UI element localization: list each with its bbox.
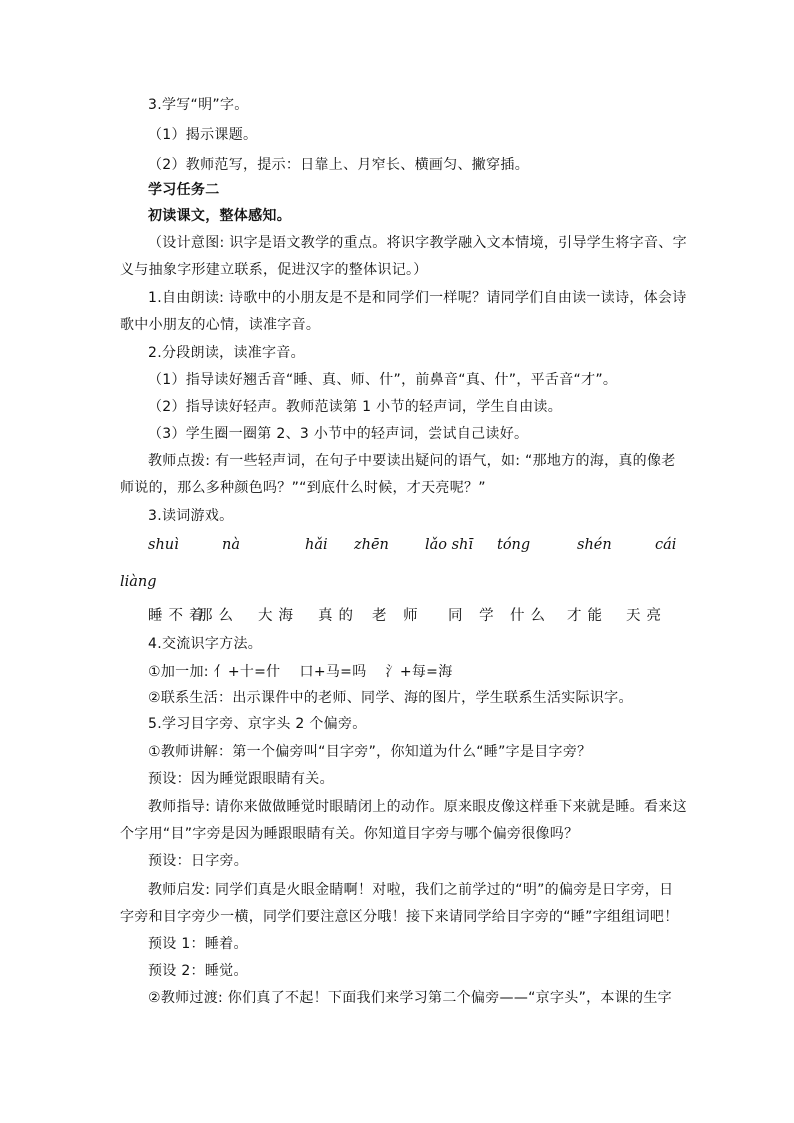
text-line: ②教师过渡: 你们真了不起！下面我们来学习第二个偏旁——“京字头”，本课的生字 [148,990,672,1006]
pinyin-item: hǎi [305,537,328,553]
text-line: ①加一加: 亻+十=什 口+马=吗 氵+每=海 [148,664,453,680]
text-line: 歌中小朋友的心情，读准字音。 [120,317,321,333]
vocab-word: 才能 [567,608,608,624]
text-line: （1）指导读好翘舌音“睡、真、师、什”，前鼻音“真、什”，平舌音“才”。 [148,372,618,388]
text-line: 预设 2：睡觉。 [148,963,248,979]
vocab-word: 老 师 [372,608,424,624]
text-line: 1.自由朗读: 诗歌中的小朋友是不是和同学们一样呢？请同学们自由读一读诗，体会诗 [148,290,687,306]
text-line: 3.学写“明”字。 [148,97,249,113]
vocab-word: 睡不着 [148,608,210,624]
pinyin-item: shén [577,537,612,553]
text-line: 教师点拨: 有一些轻声词，在句子中要读出疑问的语气，如: “那地方的海，真的像老 [148,453,676,469]
text-line: 预设：因为睡觉跟眼睛有关。 [148,771,334,787]
pinyin-item: shuì [148,537,179,553]
text-line: （2）指导读好轻声。教师范读第 1 小节的轻声词，学生自由读。 [148,399,563,415]
text-line: 师说的，那么多种颜色吗？”“到底什么时候，才天亮呢？” [120,480,486,496]
text-line: 2.分段朗读，读准字音。 [148,345,305,361]
text-line: （3）学生圈一圈第 2、3 小节中的轻声词，尝试自己读好。 [148,426,529,442]
pinyin-item: lǎo shī [425,537,474,553]
text-line: 初读课文，整体感知。 [148,208,291,224]
pinyin-item: cái [655,537,677,553]
pinyin-item: nà [222,537,240,553]
text-line: 5.学习目字旁、京字头 2 个偏旁。 [148,716,367,732]
text-line: 3.读词游戏。 [148,508,234,524]
text-line: 学习任务二 [148,182,220,198]
text-line: 义与抽象字形建立联系，促进汉字的整体识记。） [120,262,428,278]
text-line: 4.交流识字方法。 [148,636,263,652]
text-line: （设计意图: 识字是语文教学的重点。将识字教学融入文本情境，引导学生将字音、字 [148,235,687,251]
text-line: 字旁和目字旁少一横，同学们要注意区分哦！接下来请同学给目字旁的“睡”字组组词吧！ [120,909,679,925]
vocab-word: 真的 [318,608,359,624]
text-line: 个字用“目”字旁是因为睡跟眼睛有关。你知道目字旁与哪个偏旁很像吗？ [120,826,579,842]
vocab-word: 什么 [510,608,551,624]
text-line: （2）教师范写，提示：日靠上、月窄长、横画匀、撇穿插。 [148,157,530,173]
text-line: 预设：日字旁。 [148,853,249,869]
text-line: 教师启发: 同学们真是火眼金睛啊！对啦，我们之前学过的“明”的偏旁是日字旁，日 [148,882,674,898]
pinyin-item: tóng [497,537,531,553]
pinyin-item: zhēn [354,537,389,553]
vocab-word: 同 学 [448,608,500,624]
pinyin-item: liàng [120,574,157,590]
text-line: 教师指导: 请你来做做睡觉时眼睛闭上的动作。原来眼皮像这样垂下来就是睡。看来这 [148,799,687,815]
text-line: ①教师讲解：第一个偏旁叫“目字旁”，你知道为什么“睡”字是目字旁？ [148,744,592,760]
text-line: ②联系生活：出示课件中的老师、同学、海的图片，学生联系生活实际识字。 [148,690,633,706]
vocab-word: 大海 [258,608,299,624]
vocab-word: 天亮 [626,608,667,624]
text-line: 预设 1：睡着。 [148,936,248,952]
vocab-word: 那么 [198,608,239,624]
text-line: （1）揭示课题。 [148,127,258,143]
